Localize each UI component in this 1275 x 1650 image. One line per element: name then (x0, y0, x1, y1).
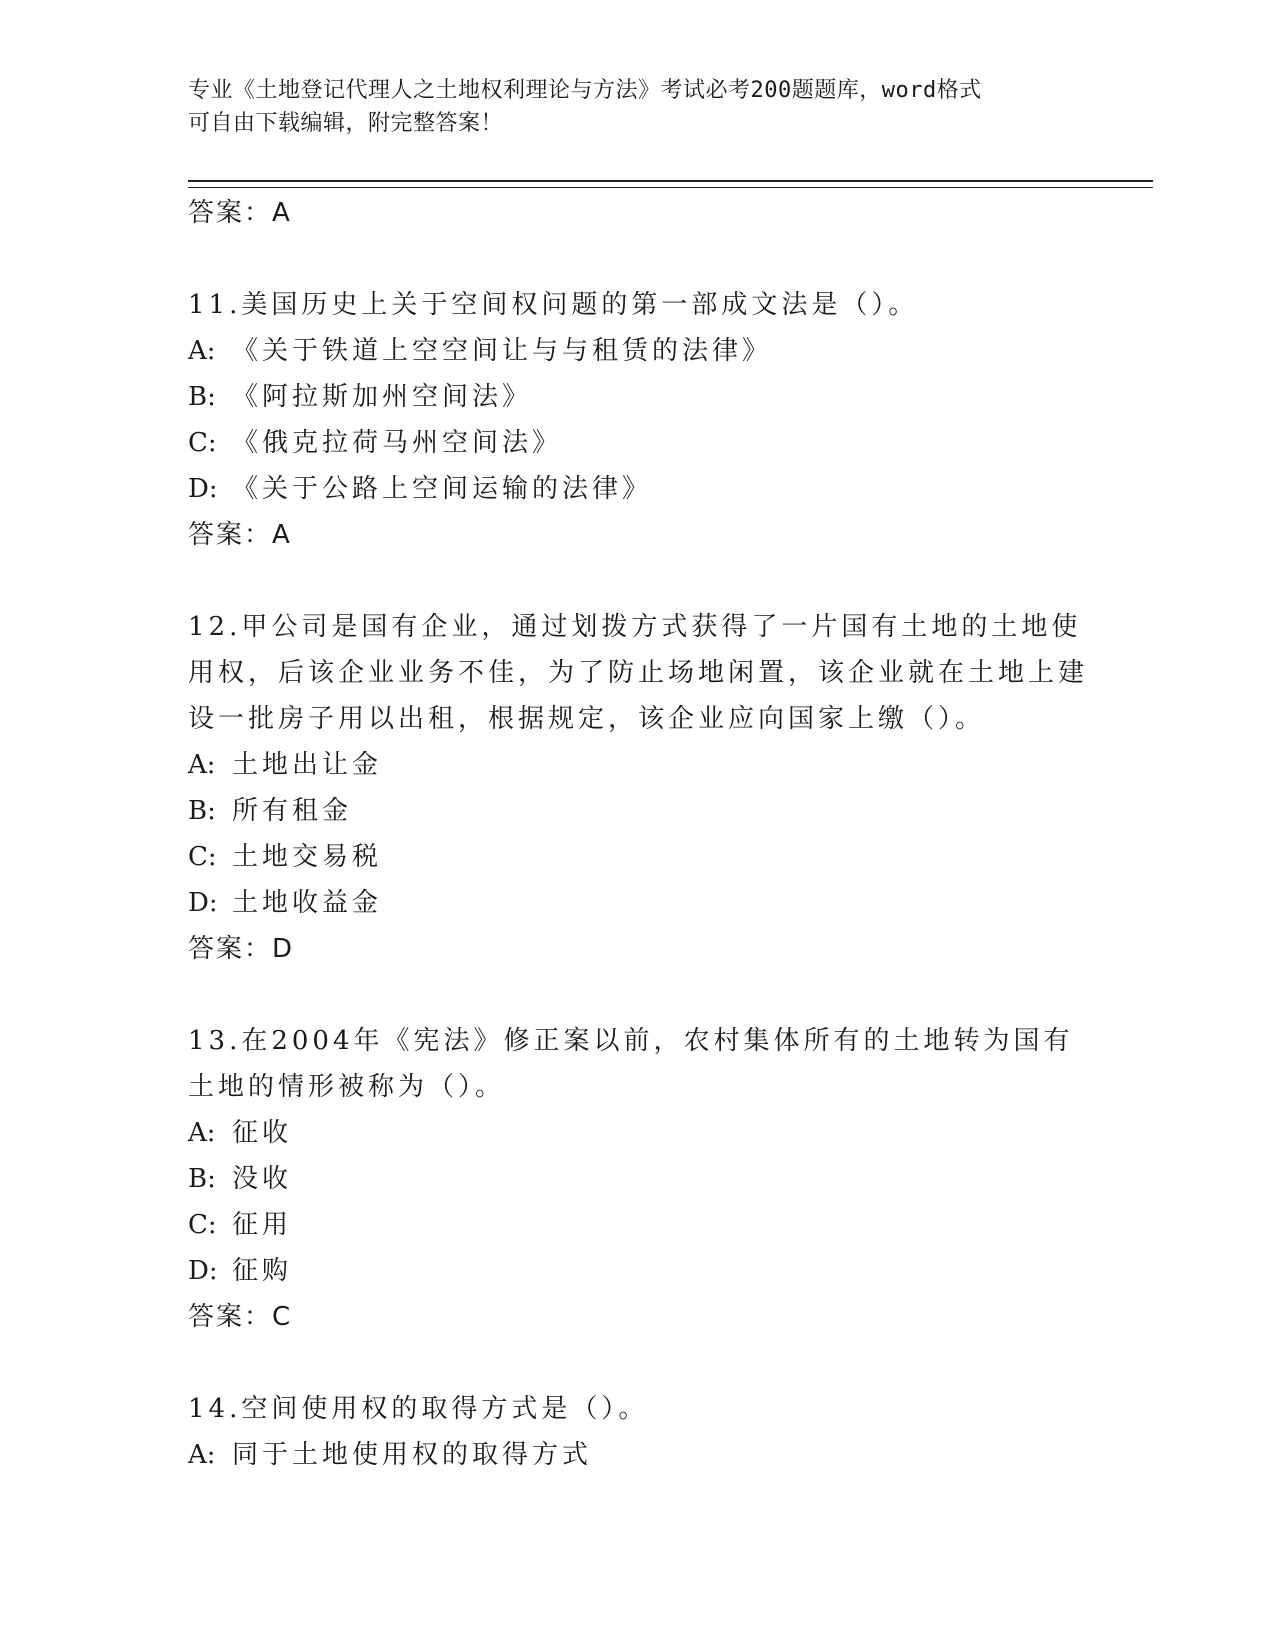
question-item (188, 604, 1088, 972)
question-stem: 12.甲公司是国有企业，通过划拨方式获得了一片国有土地的土地使用权，后该企业业务不佳，为了防止场地闲置，该企业就在土地上建设一批房子用以出租，根据规定，该企业应向国家上缴（）。 (188, 612, 1089, 734)
header-line-1: 专业《土地登记代理人之土地权利理论与方法》考试必考200题题库，word格式 (188, 78, 982, 103)
option-text: 《关于公路上空间运输的法律》 (232, 474, 653, 504)
header-divider (188, 180, 1153, 188)
option-letter: A: (188, 336, 216, 366)
option-text: 《阿拉斯加州空间法》 (232, 382, 533, 412)
document-header (188, 74, 1088, 140)
option-text: 没收 (232, 1164, 293, 1194)
option-letter: C: (188, 428, 217, 458)
option-b (188, 788, 1088, 834)
option-a (188, 742, 1088, 788)
option-letter: D: (188, 888, 218, 918)
option-d (188, 466, 1088, 512)
option-letter: C: (188, 1210, 217, 1240)
option-letter: B: (188, 382, 216, 412)
option-b (188, 1156, 1088, 1202)
answer-line: 答案：D (188, 934, 295, 964)
header-line-2: 可自由下载编辑，附完整答案！ (188, 111, 504, 136)
option-text: 《俄克拉荷马州空间法》 (232, 428, 563, 458)
option-text: 所有租金 (232, 796, 353, 826)
answer-line: 答案：C (188, 1302, 293, 1332)
option-d (188, 1248, 1088, 1294)
question-item (188, 1386, 1088, 1478)
option-text: 《关于铁道上空空间让与与租赁的法律》 (232, 336, 773, 366)
question-item (188, 1018, 1088, 1340)
option-text: 土地收益金 (232, 888, 383, 918)
option-letter: D: (188, 474, 218, 504)
option-c (188, 1202, 1088, 1248)
answer-line: 答案：A (188, 520, 292, 550)
option-a (188, 1110, 1088, 1156)
option-d (188, 880, 1088, 926)
option-letter: D: (188, 1256, 218, 1286)
option-text: 征购 (232, 1256, 293, 1286)
option-letter: B: (188, 1164, 216, 1194)
option-text: 征用 (232, 1210, 293, 1240)
question-stem: 14.空间使用权的取得方式是（）。 (188, 1394, 649, 1424)
option-c (188, 834, 1088, 880)
option-a (188, 1432, 1088, 1478)
option-text: 土地出让金 (232, 750, 383, 780)
option-text: 征收 (232, 1118, 293, 1148)
option-letter: A: (188, 1440, 216, 1470)
question-item (188, 282, 1088, 558)
option-b (188, 374, 1088, 420)
option-letter: B: (188, 796, 216, 826)
option-text: 土地交易税 (232, 842, 383, 872)
question-list (188, 190, 1088, 1478)
option-letter: A: (188, 1118, 216, 1148)
option-letter: A: (188, 750, 216, 780)
option-a (188, 328, 1088, 374)
option-c (188, 420, 1088, 466)
question-stem: 13.在2004年《宪法》修正案以前，农村集体所有的土地转为国有土地的情形被称为（）。 (188, 1026, 1074, 1102)
option-text: 同于土地使用权的取得方式 (232, 1440, 593, 1470)
question-stem: 11.美国历史上关于空间权问题的第一部成文法是（）。 (188, 290, 919, 320)
option-letter: C: (188, 842, 217, 872)
answer-line: 答案：A (188, 198, 292, 228)
